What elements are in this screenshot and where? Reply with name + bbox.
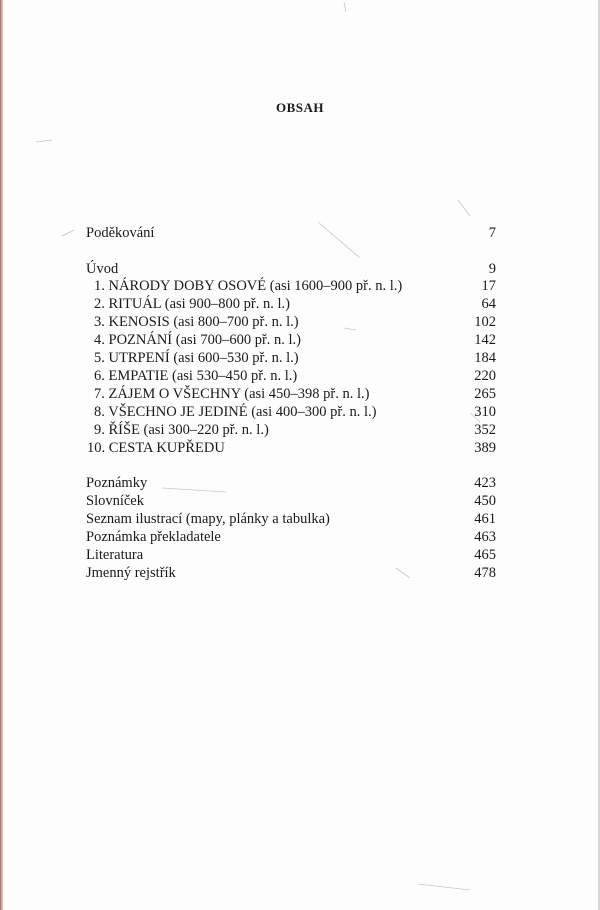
toc-entry-label: Úvod [86, 261, 119, 277]
toc-entry-page: 17 [481, 278, 496, 294]
toc-entry-label: Slovníček [86, 493, 144, 509]
toc-entry-page: 461 [474, 511, 496, 527]
toc-entry-page: 450 [474, 493, 496, 509]
toc-entry-page: 465 [474, 547, 496, 563]
toc-title: OBSAH [275, 100, 324, 115]
scan-mark [344, 2, 346, 12]
toc-entry-name-index[interactable] [86, 564, 496, 582]
toc-entry-notes[interactable] [86, 474, 496, 492]
toc-entry-label: Poznámky [86, 475, 148, 491]
toc-entry-label: 8. VŠECHNO JE JEDINÉ (asi 400–300 př. n. l.) [94, 404, 377, 420]
toc-entry-chapter-8[interactable] [86, 403, 496, 421]
scan-mark [62, 230, 74, 236]
toc-entry-page: 102 [474, 314, 496, 330]
toc-entry-chapter-9[interactable] [86, 421, 496, 439]
scan-mark [418, 884, 470, 890]
toc-entry-label: 4. POZNÁNÍ (asi 700–600 př. n. l.) [94, 332, 302, 348]
toc-entry-label: 2. RITUÁL (asi 900–800 př. n. l.) [94, 296, 290, 312]
toc-entry-page: 352 [474, 422, 496, 438]
toc-entry-label: 1. NÁRODY DOBY OSOVÉ (asi 1600–900 př. n. l.) [94, 278, 403, 294]
toc-entry-label: Poznámka překladatele [86, 529, 221, 545]
toc-entry-chapter-4[interactable] [86, 331, 496, 349]
toc-entry-chapter-10[interactable] [86, 439, 496, 457]
toc-entry-label: Literatura [86, 547, 144, 563]
scan-mark [458, 200, 470, 216]
toc-entry-page: 9 [488, 261, 496, 277]
toc-entry-chapter-1[interactable] [86, 277, 496, 295]
toc-entry-acknowledgements[interactable] [86, 224, 496, 242]
toc-entry-label: Poděkování [86, 225, 155, 241]
toc-entry-page: 265 [474, 386, 496, 402]
toc-entry-page: 184 [474, 350, 496, 366]
toc-entry-page: 142 [474, 332, 496, 348]
toc-entry-page: 478 [474, 565, 496, 581]
toc-entry-page: 220 [474, 368, 496, 384]
toc-entry-page: 310 [474, 404, 496, 420]
toc-entry-label: 9. ŘÍŠE (asi 300–220 př. n. l.) [94, 422, 269, 438]
toc-entry-illustrations[interactable] [86, 510, 496, 528]
toc-entry-page: 463 [474, 529, 496, 545]
toc-entry-label: 3. KENOSIS (asi 800–700 př. n. l.) [94, 314, 299, 330]
toc-entry-glossary[interactable] [86, 492, 496, 510]
toc-entry-label: 5. UTRPENÍ (asi 600–530 př. n. l.) [94, 350, 299, 366]
toc-entry-label: 6. EMPATIE (asi 530–450 př. n. l.) [94, 368, 298, 384]
toc-entry-chapter-6[interactable] [86, 367, 496, 385]
toc-entry-chapter-7[interactable] [86, 385, 496, 403]
toc-entry-page: 389 [474, 440, 496, 456]
toc-entry-introduction[interactable] [86, 260, 496, 278]
toc-entry-chapter-2[interactable] [86, 295, 496, 313]
toc-entry-label: Seznam ilustrací (mapy, plánky a tabulka) [86, 511, 330, 527]
scan-mark [36, 140, 52, 142]
toc-entry-bibliography[interactable] [86, 546, 496, 564]
toc-entry-label: 7. ZÁJEM O VŠECHNY (asi 450–398 př. n. l.) [94, 386, 370, 402]
toc-entry-chapter-5[interactable] [86, 349, 496, 367]
toc-entry-page: 64 [481, 296, 496, 312]
toc-entry-chapter-3[interactable] [86, 313, 496, 331]
toc-entry-label: Jmenný rejstřík [86, 565, 176, 581]
toc-entry-page: 423 [474, 475, 496, 491]
toc-entry-label: 10. CESTA KUPŘEDU [87, 440, 225, 456]
toc-entry-page: 7 [488, 225, 496, 241]
toc-entry-translator-note[interactable] [86, 528, 496, 546]
